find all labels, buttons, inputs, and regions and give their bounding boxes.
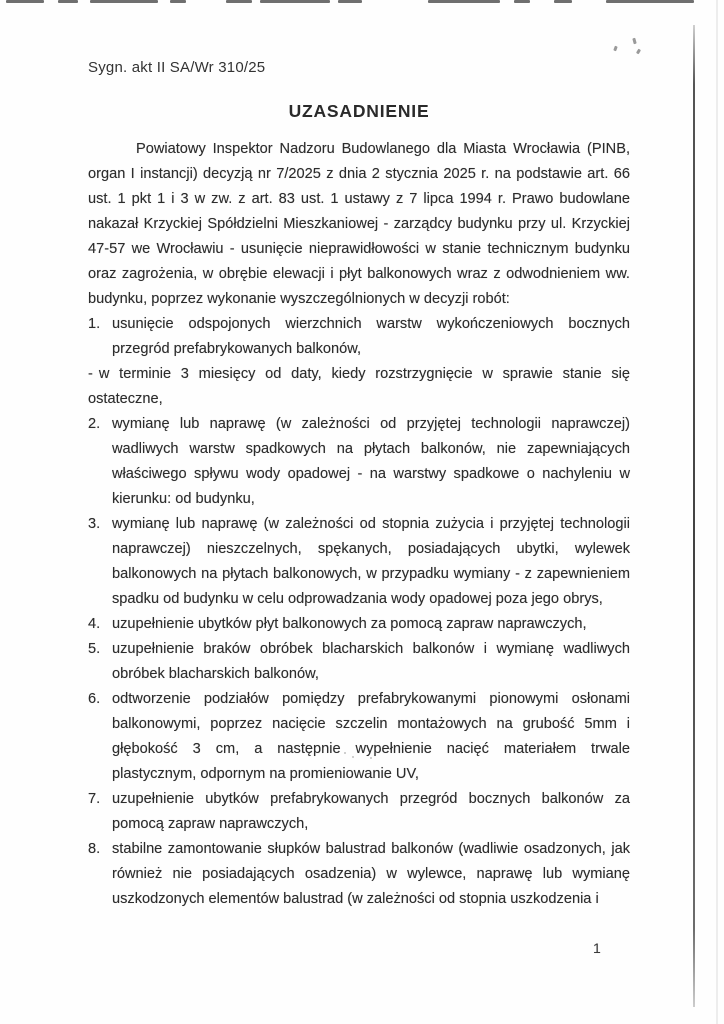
list-item [88,837,630,912]
list-item-text: wymianę lub naprawę (w zależności od przyjętej technologii naprawczej) wadliwych warstw spadkowych na płytach balkonów, nie zapewniających właściwego spływu wody opadowej - na warstwy spadkowe o nachyleniu w kierunku: od budynku, [112,416,630,507]
list-item-marker: 7. [88,791,101,807]
opening-paragraph: Powiatowy Inspektor Nadzoru Budowlanego dla Miasta Wrocławia (PINB, organ I instancji) decyzją nr 7/2025 z dnia 2 stycznia 2025 r. na podstawie art. 66 ust. 1 pkt 1 i 3 w zw. z art. 83 ust. 1 ustawy z 7 lipca 1994 r. Prawo budowlane nakazał Krzyckiej Spółdzielni Mieszkaniowej - zarządcy budynku przy ul. Krzyckiej 47-57 we Wrocławiu - usunięcie nieprawidłowości w stanie technicznym budynku oraz zagrożenia, w obrębie elewacji i płyt balkonowych wraz z odwodnieniem ww. budynku, poprzez wykonanie wyszczególnionych w decyzji robót: [88,141,630,307]
list-item [88,362,630,412]
scan-speck [636,49,641,55]
list-item-marker: 3. [88,516,101,532]
list-item-text: usunięcie odspojonych wierzchnich warstw wykończeniowych bocznych przegród prefabrykowanych balkonów, [112,316,630,357]
list-item-marker: 5. [88,641,101,657]
list-item-marker: 1. [88,316,101,332]
list-item-marker: 8. [88,841,101,857]
list-item-marker: 2. [88,416,101,432]
scan-dash [58,0,78,3]
scan-speck [632,38,636,45]
document-content [88,0,630,912]
list-item-text: w terminie 3 miesięcy od daty, kiedy rozstrzygnięcie w sprawie stanie się ostateczne, [88,366,630,407]
scan-dash [6,0,44,3]
document-title: UZASADNIENIE [288,101,430,121]
scan-artifact-page-edge [716,0,718,1024]
list-item-text: stabilne zamontowanie słupków balustrad balkonów (wadliwie osadzonych, jak również nie posiadających osadzenia) w wylewce, naprawę lub wymianę uszkodzonych elementów balustrad (w zależności od stopnia uszkodzenia i [112,841,630,907]
case-number: Sygn. akt II SA/Wr 310/25 [88,59,266,76]
list-item-marker: 4. [88,616,101,632]
list-item [88,687,630,787]
page-number: 1 [593,940,601,956]
scan-artifact-fold-line [693,25,695,1007]
works-list [88,312,630,912]
list-item-text: uzupełnienie braków obróbek blacharskich balkonów i wymianę wadliwych obróbek blacharskich balkonów, [112,641,630,682]
list-item [88,512,630,612]
list-item [88,412,630,512]
list-item-text: wymianę lub naprawę (w zależności od stopnia zużycia i przyjętej technologii naprawczej) nieszczelnych, spękanych, posiadających ubytki, wylewek balkonowych na płytach balkonowych, w przypadku wymiany - z zapewnieniem spadku od budynku w celu odprowadzania wody opadowej poza jego obrys, [112,516,630,607]
list-item-marker: - [88,366,93,382]
list-item-text: odtworzenie podziałów pomiędzy prefabrykowanymi pionowymi osłonami balkonowymi, poprzez nacięcie szczelin montażowych na grubość 5mm i głębokość 3 cm, a następnie wypełnienie nacięć materiałem trwale plastycznym, odpornym na promieniowanie UV, [112,691,630,782]
list-item [88,612,630,637]
list-item-text: uzupełnienie ubytków płyt balkonowych za pomocą zapraw naprawczych, [112,616,587,632]
list-item-text: uzupełnienie ubytków prefabrykowanych przegród bocznych balkonów za pomocą zapraw naprawczych, [112,791,630,832]
list-item [88,787,630,837]
list-item [88,312,630,362]
list-item-marker: 6. [88,691,101,707]
list-item [88,637,630,687]
